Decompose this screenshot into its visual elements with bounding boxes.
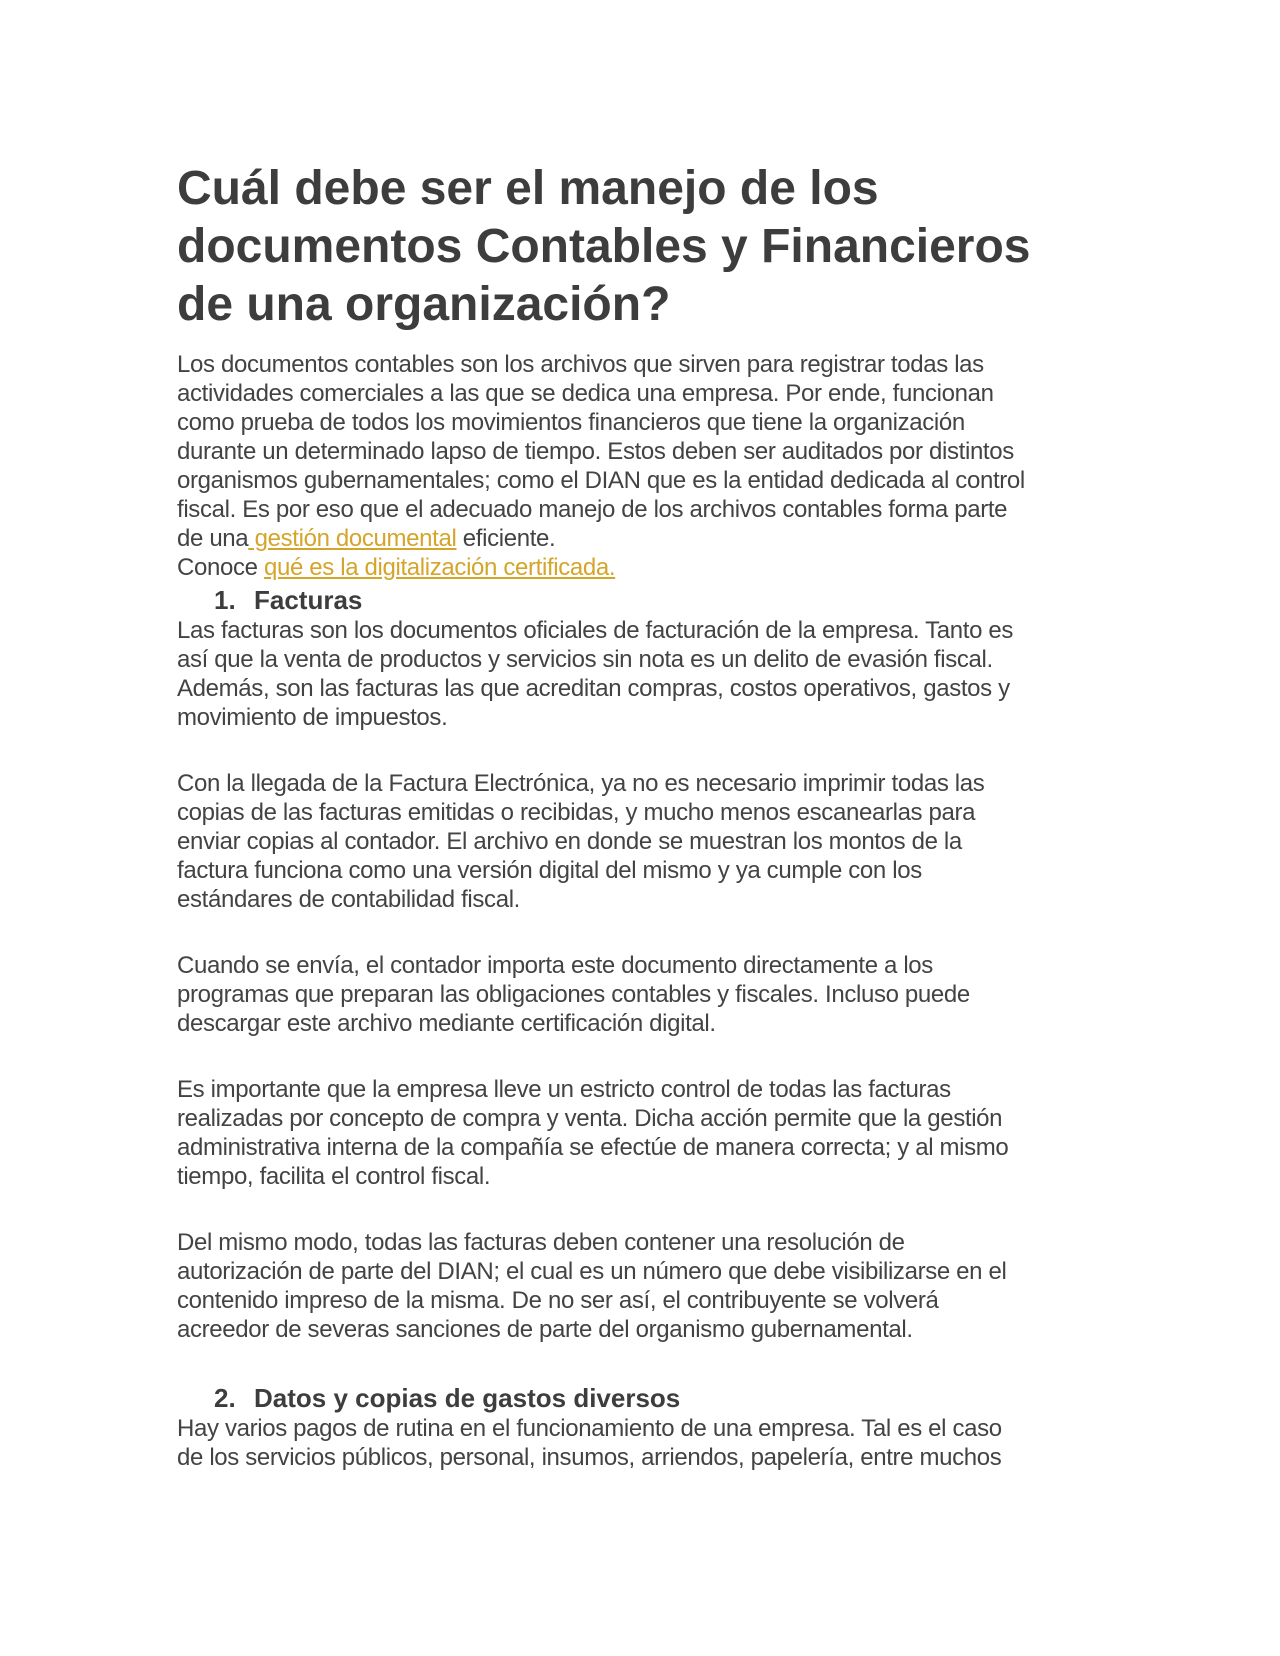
text-line: enviar copias al contador. El archivo en donde se muestran los montos de la (177, 828, 962, 855)
text-line: administrativa interna de la compañía se efectúe de manera correcta; y al mismo (177, 1134, 1009, 1161)
gestion-documental-link[interactable]: gestión documental (248, 525, 457, 552)
text-line: fiscal. Es por eso que el adecuado manejo de los archivos contables forma parte (177, 496, 1008, 523)
page-title (177, 160, 1117, 334)
heading-text: Datos y copias de gastos diversos (254, 1383, 681, 1413)
title-line: de una organización? (177, 278, 671, 331)
text-line: movimiento de impuestos. (177, 704, 448, 731)
text-line: Las facturas son los documentos oficiales de facturación de la empresa. Tanto es (177, 617, 1014, 644)
section-1 (177, 584, 1117, 1344)
text-line: estándares de contabilidad fiscal. (177, 886, 520, 913)
text: eficiente. (456, 525, 556, 552)
intro-paragraph (177, 350, 1117, 582)
title-line: Cuál debe ser el manejo de los (177, 162, 879, 215)
text-line: durante un determinado lapso de tiempo. Estos deben ser auditados por distintos (177, 438, 1014, 465)
text-line: Cuando se envía, el contador importa este documento directamente a los (177, 952, 933, 979)
section-heading (177, 1382, 1117, 1414)
document-page (177, 160, 1117, 1472)
paragraph (177, 1075, 1117, 1191)
text-line: descargar este archivo mediante certificación digital. (177, 1010, 716, 1037)
text-line: como prueba de todos los movimientos financieros que tiene la organización (177, 409, 965, 436)
paragraph (177, 769, 1117, 914)
list-number: 2. (214, 1383, 236, 1413)
paragraph (177, 1228, 1117, 1344)
text-line: organismos gubernamentales; como el DIAN que es la entidad dedicada al control (177, 467, 1025, 494)
section-heading (177, 584, 1117, 616)
text-line: copias de las facturas emitidas o recibidas, y mucho menos escanearlas para (177, 799, 976, 826)
text-line: de los servicios públicos, personal, insumos, arriendos, papelería, entre muchos (177, 1444, 1002, 1471)
text-line (177, 524, 1117, 553)
digitalizacion-certificada-link[interactable]: qué es la digitalización certificada. (263, 554, 616, 581)
text-line: programas que preparan las obligaciones contables y fiscales. Incluso puede (177, 981, 970, 1008)
section-2 (177, 1382, 1117, 1472)
text-line: acreedor de severas sanciones de parte del organismo gubernamental. (177, 1316, 913, 1343)
title-line: documentos Contables y Financieros (177, 220, 1031, 273)
text-line: así que la venta de productos y servicios sin nota es un delito de evasión fiscal. (177, 646, 993, 673)
paragraph (177, 951, 1117, 1038)
paragraph (177, 616, 1117, 732)
text: de una (177, 525, 249, 552)
text-line (177, 553, 1117, 582)
text-line: tiempo, facilita el control fiscal. (177, 1163, 491, 1190)
heading-text: Facturas (254, 585, 363, 615)
text-line: Los documentos contables son los archivos que sirven para registrar todas las (177, 351, 984, 378)
text-line: Es importante que la empresa lleve un estricto control de todas las facturas (177, 1076, 951, 1103)
text-line: contenido impreso de la misma. De no ser así, el contribuyente se volverá (177, 1287, 939, 1314)
text-line: realizadas por concepto de compra y venta. Dicha acción permite que la gestión (177, 1105, 1003, 1132)
text-line: factura funciona como una versión digital del mismo y ya cumple con los (177, 857, 922, 884)
list-number: 1. (214, 585, 236, 615)
text-line: Con la llegada de la Factura Electrónica, ya no es necesario imprimir todas las (177, 770, 985, 797)
text-line: actividades comerciales a las que se dedica una empresa. Por ende, funcionan (177, 380, 994, 407)
text-line: autorización de parte del DIAN; el cual es un número que debe visibilizarse en el (177, 1258, 1007, 1285)
text-line: Hay varios pagos de rutina en el funcionamiento de una empresa. Tal es el caso (177, 1415, 1002, 1442)
paragraph (177, 1414, 1117, 1472)
text: Conoce (177, 554, 264, 581)
text-line: Además, son las facturas las que acreditan compras, costos operativos, gastos y (177, 675, 1010, 702)
text-line: Del mismo modo, todas las facturas deben contener una resolución de (177, 1229, 905, 1256)
